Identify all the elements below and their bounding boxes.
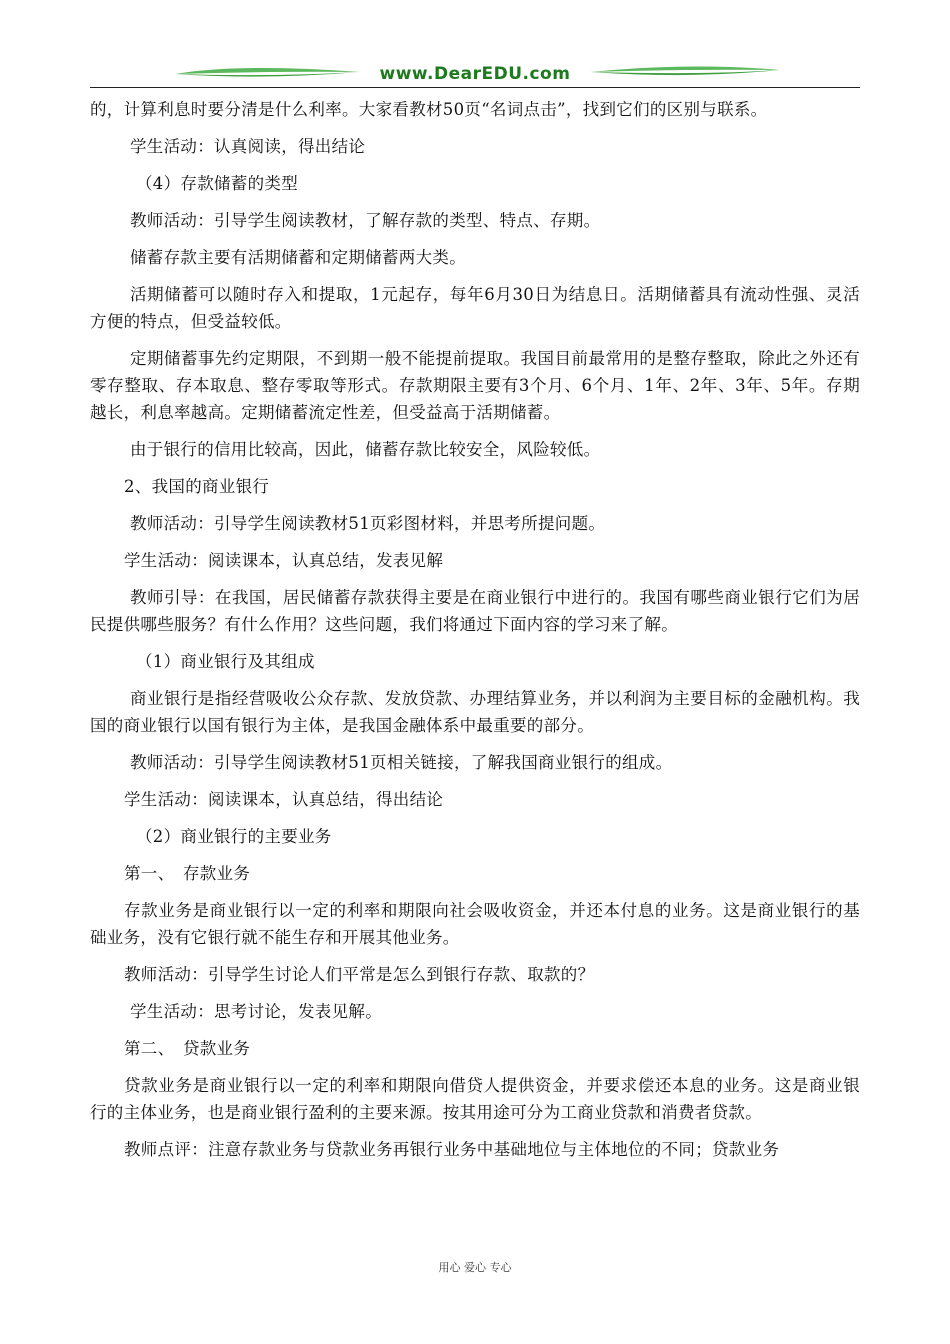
paragraph: 的，计算利息时要分清是什么利率。大家看教材50页“名词点击”，找到它们的区别与联系。 — [90, 100, 768, 119]
section-heading: 第一、 存款业务 — [124, 864, 251, 883]
paragraph: 学生活动：认真阅读，得出结论 — [130, 137, 366, 156]
paragraph: 储蓄存款主要有活期储蓄和定期储蓄两大类。 — [130, 248, 466, 267]
section-heading: （1）商业银行及其组成 — [136, 652, 315, 671]
site-logo-text[interactable]: www.DearEDU.com — [379, 64, 571, 84]
paragraph: 由于银行的信用比较高，因此，储蓄存款比较安全，风险较低。 — [130, 440, 601, 459]
paragraph: 学生活动：阅读课本，认真总结，发表见解 — [124, 551, 444, 570]
paragraph: 定期储蓄事先约定期限，不到期一般不能提前提取。我国目前最常用的是整存整取，除此之外还有零存整取、存本取息、整存零取等形式。存款期限主要有3个月、6个月、1年、2年、3年、5年。存期越长，利息率越高。定期储蓄流定性差，但受益高于活期储蓄。 — [90, 349, 860, 422]
paragraph: 活期储蓄可以随时存入和提取，1元起存，每年6月30日为结息日。活期储蓄具有流动性强、灵活方便的特点，但受益较低。 — [90, 285, 860, 331]
section-heading: 2、我国的商业银行 — [124, 477, 270, 496]
paragraph: 教师活动：引导学生阅读教材51页彩图材料，并思考所提问题。 — [130, 514, 606, 533]
section-heading: （2）商业银行的主要业务 — [136, 827, 332, 846]
paragraph: 教师引导：在我国，居民储蓄存款获得主要是在商业银行中进行的。我国有哪些商业银行它们为居民提供哪些服务？有什么作用？这些问题，我们将通过下面内容的学习来了解。 — [90, 588, 860, 634]
paragraph: 商业银行是指经营吸收公众存款、发放贷款、办理结算业务，并以利润为主要目标的金融机构。我国的商业银行以国有银行为主体，是我国金融体系中最重要的部分。 — [90, 689, 860, 735]
paragraph: 贷款业务是商业银行以一定的利率和期限向借贷人提供资金，并要求偿还本息的业务。这是商业银行的主体业务，也是商业银行盈利的主要来源。按其用途可分为工商业贷款和消费者贷款。 — [90, 1076, 860, 1122]
paragraph: 学生活动：阅读课本，认真总结，得出结论 — [124, 790, 444, 809]
paragraph: 教师活动：引导学生阅读教材，了解存款的类型、特点、存期。 — [130, 211, 601, 230]
paragraph: 教师点评：注意存款业务与贷款业务再银行业务中基础地位与主体地位的不同；贷款业务 — [124, 1140, 780, 1159]
paragraph: 教师活动：引导学生阅读教材51页相关链接，了解我国商业银行的组成。 — [130, 753, 673, 772]
paragraph: 教师活动：引导学生讨论人们平常是怎么到银行存款、取款的？ — [124, 965, 595, 984]
document-body — [90, 96, 860, 1173]
site-header — [90, 60, 860, 90]
section-heading: 第二、 贷款业务 — [124, 1039, 251, 1058]
page-footer: 用心 爱心 专心 — [438, 1261, 512, 1274]
paragraph: 存款业务是商业银行以一定的利率和期限向社会吸收资金，并还本付息的业务。这是商业银行的基础业务，没有它银行就不能生存和开展其他业务。 — [90, 901, 860, 947]
section-heading: （4）存款储蓄的类型 — [136, 174, 298, 193]
header-divider — [90, 87, 860, 88]
paragraph: 学生活动：思考讨论，发表见解。 — [130, 1002, 382, 1021]
